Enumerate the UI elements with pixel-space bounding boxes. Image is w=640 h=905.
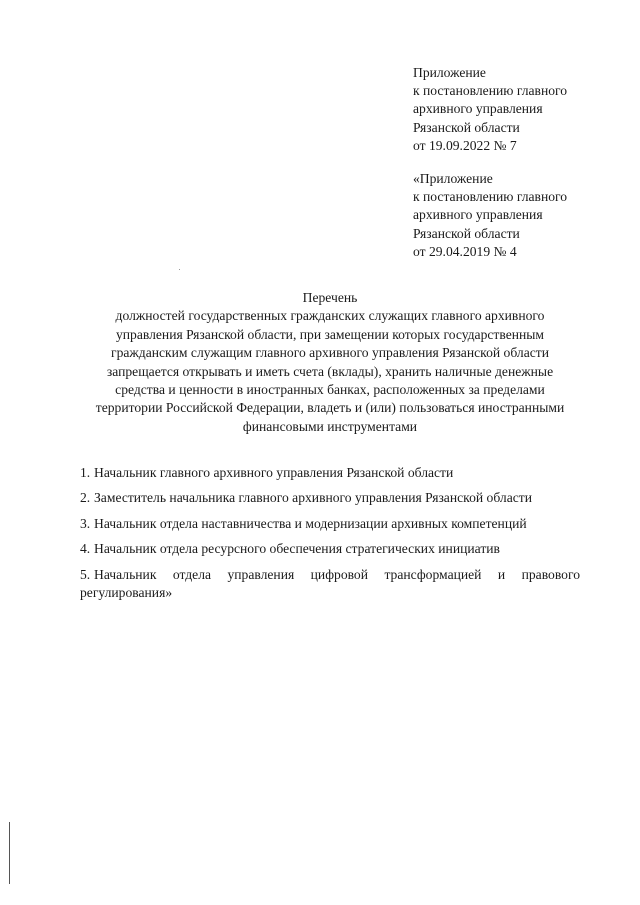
item-text: Начальник отдела ресурсного обеспечения стратегических инициатив — [94, 541, 500, 557]
appendix-line: архивного управления — [413, 101, 543, 117]
list-item — [80, 515, 580, 533]
item-number: 1. — [80, 465, 91, 480]
title-line: финансовыми инструментами — [242, 418, 418, 434]
list-item — [80, 464, 580, 482]
appendix-line: к постановлению главного — [413, 83, 568, 99]
title-line: управления Рязанской области, при замещении которых государственным — [115, 326, 545, 342]
list-item — [80, 489, 580, 507]
item-text: Начальник главного архивного управления Рязанской области — [94, 465, 454, 480]
appendix-line: Приложение — [413, 65, 486, 80]
appendix-header-original — [413, 170, 567, 261]
appendix-header-current — [413, 64, 567, 155]
item-number: 4. — [80, 541, 91, 557]
list-item — [80, 566, 580, 603]
scan-edge-line — [9, 822, 10, 884]
title-heading: Перечень — [302, 290, 358, 305]
title-line: территории Российской Федерации, владеть и (или) пользоваться иностранными — [95, 400, 565, 416]
item-text-line: регулирования» — [80, 585, 173, 601]
item-text — [80, 566, 580, 603]
title-line: должностей государственных гражданских служащих главного архивного — [115, 308, 545, 324]
item-number: 2. — [80, 490, 91, 506]
item-number: 3. — [80, 515, 91, 531]
appendix-date-number: от 19.09.2022 № 7 — [413, 137, 517, 153]
item-text-line: Начальник отдела управления цифровой трансформацией и правового — [94, 566, 580, 582]
title-line: запрещается открывать и иметь счета (вклады), хранить наличные денежные — [106, 363, 554, 379]
item-text: Начальник отдела наставничества и модернизации архивных компетенций — [94, 515, 527, 531]
appendix-date-number: от 29.04.2019 № 4 — [413, 243, 517, 259]
appendix-line: Рязанской области — [413, 119, 520, 135]
appendix-line: Рязанской области — [413, 225, 520, 241]
appendix-line: к постановлению главного — [413, 189, 568, 205]
document-title — [80, 289, 580, 436]
scan-speck — [179, 269, 180, 270]
appendix-line: «Приложение — [413, 171, 493, 186]
title-line: средства и ценности в иностранных банках, расположенных за пределами — [115, 382, 545, 398]
title-line: гражданским служащим главного архивного управления Рязанской области — [111, 345, 549, 361]
item-text: Заместитель начальника главного архивного управления Рязанской области — [94, 490, 532, 506]
positions-list — [80, 464, 580, 609]
item-number: 5. — [80, 566, 91, 582]
appendix-line: архивного управления — [413, 207, 543, 223]
list-item — [80, 540, 580, 558]
